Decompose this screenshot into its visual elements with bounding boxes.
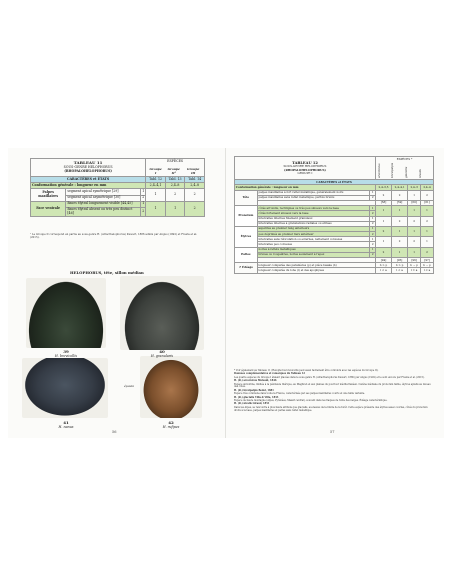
table12-tete-val-2: 2 xyxy=(392,190,408,200)
table12-title-cell xyxy=(235,157,376,180)
table12-subtitle-1: SOUS-GENRE HELOPHORUS xyxy=(283,164,327,169)
table12-pattes-fig-2: [95] xyxy=(392,258,408,263)
table11-conf-3: 2,4–8 xyxy=(185,183,205,189)
table11-face-row-1: Bases élytral longuement visible [44,45] xyxy=(66,201,141,207)
table12-edeage-val-4: b ~ p xyxy=(421,263,434,268)
table12-pattes-state-2: 2 xyxy=(371,252,374,257)
table12-tete-val-4: 2 xyxy=(421,190,434,200)
table12-pronotum-val-2: 1 xyxy=(392,206,408,216)
table11-title-cell xyxy=(31,159,146,177)
table12-elytres-val2-2: 2 xyxy=(392,237,408,247)
table12-elytres-val2-3: 2 xyxy=(408,237,421,247)
table12-group: GROUPE I xyxy=(297,170,313,175)
table11-palpes-val-1: 1 xyxy=(146,189,166,201)
table11-face-val-2: 1 xyxy=(165,201,185,217)
table12-species-3: glacialis xyxy=(404,166,409,179)
table12-edeage-val-1: b > p xyxy=(375,263,391,268)
beetle-photo-41 xyxy=(22,358,108,418)
table12-elytres-val-1: 2 xyxy=(375,226,391,236)
table12-pattes-val-1: 2 xyxy=(375,247,391,257)
table11-ref-3: Tabl. 14 xyxy=(185,177,205,183)
table12-elytres-val-4: 1 xyxy=(421,226,434,236)
table11-subtitle-2: (RHOPALOHELOPHORUS) xyxy=(64,169,112,174)
table12-pronotum-row-2: côtés fortement sinueux vers la base xyxy=(257,211,370,216)
table12-tete-row-2: palpes maxillaires sans reflet métallique, parfois brunis xyxy=(257,195,370,200)
table11-conf-1: 2,4–4,1 xyxy=(146,183,166,189)
table11-conf-label: Conformation générale : longueur en mm xyxy=(31,183,146,189)
table12-elytres-val2-1: 1 xyxy=(375,237,391,247)
table12-edeage-val2-2: l < a xyxy=(392,268,408,273)
table12-pronotum-state-4: 2 xyxy=(371,221,374,226)
table11-group-1: Groupe I xyxy=(149,167,162,175)
table12-elytres-row-2: peu déprimés au premier tiers antérieur xyxy=(257,232,370,237)
table12-elytres-state-1: 1 xyxy=(371,226,374,231)
figure-number-42: 42 xyxy=(168,420,174,425)
table12-pronotum-state-2: 2 xyxy=(371,210,374,215)
note-line: Dans les Alpes, se rencontre à plus haute altitude que glacialis, au-dessus de la limite de la forêt. Cette espèce présente des élytres assez courtes, côtés du pronotum droits à la base, palpes maxillaires et pattes sans reflet métallique. xyxy=(234,405,428,412)
table11-palpes-val-3: 2 xyxy=(185,189,205,201)
table-11 xyxy=(30,158,205,217)
note-line: Espèce de haute montagne (Alpes, Pyrénées, Massif central), souvent dans les flaques de fonte des neiges. Édéage caractéristique. xyxy=(234,398,388,402)
table12-tete-fig-2: [59] xyxy=(392,200,408,205)
table12-notes xyxy=(234,369,434,412)
table12-species-4: nivalis xyxy=(418,169,423,179)
note-line: Espèce univoltine, limitée à la péninsule Ibérique, au Maghreb et aux plaines du pourtour méditerranéen. Carène médiane du pronotum faible, élytres aplatis au niveau des côtés. xyxy=(234,382,431,389)
table12-pattes-fig-3: [96] xyxy=(408,258,421,263)
figure-species-42: H. rufipes xyxy=(162,425,180,429)
table12-elytres-val-3: 1 xyxy=(408,226,421,236)
table11-face-label: Face ventrale xyxy=(31,201,66,217)
table11-carac-header: CARACTÈRES et ÉTATS xyxy=(31,177,146,183)
table12-pattes-row-2: brunes ou rougeâtres, noires seulement à l'apex xyxy=(257,252,370,257)
table12-edeage-row-1: longueur comparée des paramères (p) et pièce basale (b) xyxy=(257,263,375,268)
table12-tete-fig-4: [61] xyxy=(421,200,434,205)
table12-elytres-label: Élytres xyxy=(235,226,258,247)
table11-face-row-2: Bases élytral absent ou très peu distinct [46] xyxy=(66,207,141,217)
table11-especes-label: ESPÈCES xyxy=(167,158,184,163)
table12-especes-label: ESPÈCES * xyxy=(396,156,413,161)
table12-edeage-val2-3: l = a xyxy=(408,268,421,273)
table11-groups xyxy=(147,167,203,175)
note-line: Espèce très commune dans toute la France, caractérisée par ses palpes maxillaires courts et une taille variable. xyxy=(234,392,365,396)
table12-conf-label: Conformation générale : longueur en mm xyxy=(235,185,376,190)
note-species-heading: H. (R.) glacialis Villa & Villa, 1833 xyxy=(234,395,279,399)
figure-number-39: 39 xyxy=(63,349,69,354)
note-line: Les quatre espèces du Groupe I étaient placées dans le sous-genre H. (Atracthelophorus Kuwert, 1886) par Angus (1992) et le sont encore par Fresta et al. (2015). xyxy=(234,375,425,379)
table12-species-1: arvernicus xyxy=(376,163,381,179)
right-page xyxy=(226,148,444,438)
table12-tete-val-1: 2 xyxy=(375,190,391,200)
table12-conf-2: 2,4–4,1 xyxy=(392,185,408,190)
table12-pronotum-label: Pronotum xyxy=(235,206,258,227)
table11-especes xyxy=(146,159,205,177)
note-species-heading: H. (R.) brevipalpis Bedel, 1881 xyxy=(234,388,274,392)
figure-species-39: H. brevicollis xyxy=(54,354,78,358)
table12-elytres-val2-4: 1 xyxy=(421,237,434,247)
table12-pronotum-val-3: 1 xyxy=(408,206,421,216)
table12-pattes-fig-4: [97] xyxy=(421,258,434,263)
table11-palpes-row-2: segment apical asymétrique [30] xyxy=(66,195,141,201)
table11-face-state-1: 1 xyxy=(142,201,145,206)
table12-tete-val-3: 1 xyxy=(408,190,421,200)
table12-tete-row-1: palpes maxillaires à fort reflet métallique, généralement noirs xyxy=(257,190,370,195)
note-species-heading: H. (R.) nivalis Giraud, 1851 xyxy=(234,402,270,406)
table12-pattes-row-1: noires à reflets métalliques xyxy=(257,247,370,252)
table12-title: TABLEAU 12 xyxy=(292,161,318,166)
table11-title: TABLEAU 11 xyxy=(73,160,103,166)
table11-face-val-1: 1 xyxy=(146,201,166,217)
figure-number-40: 40 xyxy=(159,349,165,354)
table12-species-2: brevipalpis xyxy=(390,163,395,179)
table12-pronotum-val2-1: 1 xyxy=(375,216,391,226)
table12-tete-state-1: 1 xyxy=(371,190,374,195)
table11-face-val-3: 2 xyxy=(185,201,205,217)
table12-elytres-state-4: 2 xyxy=(371,241,374,246)
beetle-photo-42 xyxy=(140,356,202,418)
table12-elytres-state-2: 2 xyxy=(371,231,374,236)
table11-ref-1: Tabl. 12 xyxy=(146,177,166,183)
table12-pattes-val-3: 1 xyxy=(408,247,421,257)
figure-species-41: H. nanus xyxy=(58,425,74,429)
table12-pronotum-val2-4: 2 xyxy=(421,216,434,226)
table11-footnote: ¹ Le Groupe II correspond en partie au sous-genre H. (Atracthelophorus) Kuwert, 1886 admis par Angus (1992) et Fresta et al. (2015). xyxy=(30,233,198,240)
right-page-number: 57 xyxy=(330,430,335,434)
figure-species-40: H. granularis xyxy=(150,354,174,358)
table11-palpes-state-1: 1 xyxy=(142,189,145,194)
note-species-heading: H. (R.) arvernicus Mulsant, 1846 xyxy=(234,379,277,383)
table12-pattes-label: Pattes xyxy=(235,247,258,263)
table11-palpes-row-1: segment apical symétrique [29] xyxy=(66,189,141,195)
table11-ref-2: Tabl. 13 xyxy=(165,177,185,183)
table12-subtitle-2: (RHOPALOHELOPHORUS) xyxy=(284,167,326,172)
table12-pattes-fig-1: [94] xyxy=(375,258,391,263)
epaule-label: épaule xyxy=(124,384,135,388)
table12-conf-3: 2,4–3 xyxy=(408,185,421,190)
table12-edeage-val-2: b > p xyxy=(392,263,408,268)
table12-pattes-state-1: 1 xyxy=(371,247,374,252)
table12-elytres-val-2: 1 xyxy=(392,226,408,236)
table12-edeage-row-2: longueur comparée du lobe (l) et des apophyses xyxy=(257,268,375,273)
table12-pronotum-state-3: 1 xyxy=(371,216,374,220)
table12-especes xyxy=(375,157,433,180)
table12-elytres-state-3: 1 xyxy=(371,236,374,241)
table12-pronotum-val2-2: 2 xyxy=(392,216,408,226)
table12-tete-state-2: 2 xyxy=(371,195,374,200)
table12-pronotum-val-4: 1 xyxy=(421,206,434,216)
table11-conf-2: 2,4–8 xyxy=(165,183,185,189)
table11-palpes-state-2: 2 xyxy=(142,195,145,200)
table12-pronotum-val2-3: 2 xyxy=(408,216,421,226)
table12-pronotum-row-3: intervalles internes finement granuleux xyxy=(257,216,370,221)
table11-group-2: Groupe II¹ xyxy=(167,167,180,175)
book-spread xyxy=(8,148,444,438)
table11-subtitle-1: SOUS-GENRE HELOPHORUS xyxy=(63,165,113,170)
table12-pattes-val-2: 1 xyxy=(392,247,408,257)
table12-pronotum-state-1: 1 xyxy=(371,205,374,210)
table12-tete-label: Tête xyxy=(235,190,258,206)
table11-group-3: Groupe III xyxy=(187,167,200,175)
table11-palpes-label: Palpes maxillaires xyxy=(31,189,66,201)
table12-conf-1: 2,4–3,5 xyxy=(375,185,391,190)
table11-face-state-2: 2 xyxy=(141,207,146,217)
table12-pronotum-val-1: 1 xyxy=(375,206,391,216)
table12-edeage-val2-4: l < a xyxy=(421,268,434,273)
table12-edeage-val-3: b ~ p xyxy=(408,263,421,268)
note-line: * Voir également au Tableau 11 (Helophorus brevicollis peut aussi facilement être confondu avec les espèces du Groupe II). xyxy=(234,369,379,372)
table12-elytres-row-4: intervalles peu convexes xyxy=(257,242,370,247)
table11-palpes-val-2: 2 xyxy=(165,189,185,201)
table12-elytres-row-3: intervalles sans réticulation ou externes, nettement convexes xyxy=(257,237,370,242)
left-page-number: 56 xyxy=(112,430,117,434)
figure-number-41: 41 xyxy=(63,420,69,425)
figure-caption: HELOPHORUS, tête, sillon médian xyxy=(70,270,144,275)
beetle-photo-39 xyxy=(26,278,106,348)
table12-edeage-label: ♂ Édéage xyxy=(235,263,258,273)
left-page xyxy=(8,148,226,438)
table12-elytres-row-1: aspérités au premier rang antérieurs xyxy=(257,226,370,231)
table12-species-row xyxy=(377,162,432,179)
table12-pattes-val-4: 2 xyxy=(421,247,434,257)
table12-pronotum-row-4: intervalles internes à granulations radiales ou étirées xyxy=(257,221,370,226)
table12-conf-4: 2,4–4 xyxy=(421,185,434,190)
table12-carac-header: CARACTÈRES et ÉTATS xyxy=(235,180,434,185)
beetle-photo-40 xyxy=(120,276,204,350)
table12-edeage-val2-1: l < a xyxy=(375,268,391,273)
note-heading: Données complémentaires et remarques du Tableau 12 xyxy=(234,372,306,376)
table12-pronotum-row-1: côtés arrondis, rectilignes ou très peu sinueux vers la base xyxy=(257,206,370,211)
table12-tete-fig-1: [58] xyxy=(375,200,391,205)
table12-tete-fig-3: [60] xyxy=(408,200,421,205)
table-12 xyxy=(234,156,434,274)
